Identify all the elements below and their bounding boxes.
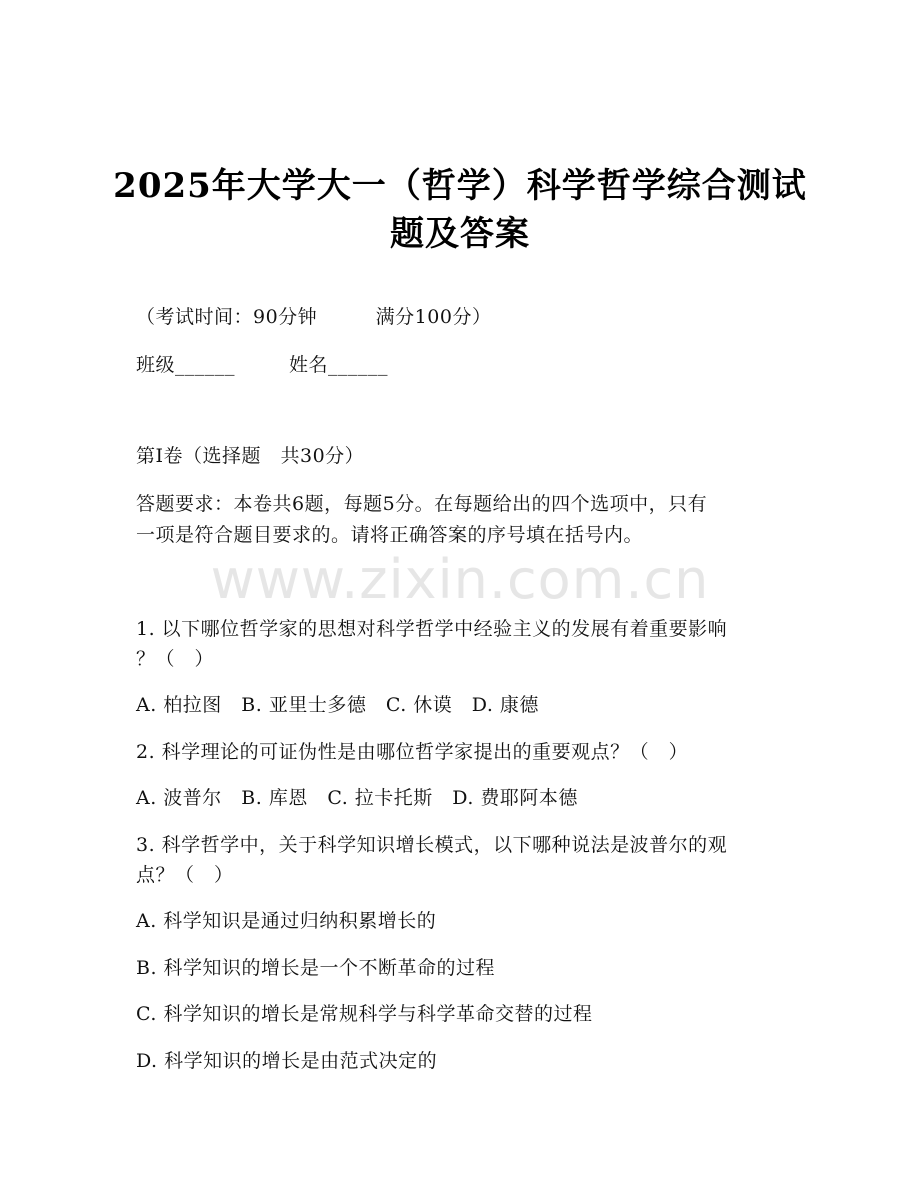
instructions-line-1: 答题要求：本卷共6题，每题5分。在每题给出的四个选项中，只有 <box>136 493 708 515</box>
section-heading: 第I卷（选择题 共30分） <box>136 445 365 467</box>
watermark: www.zixin.com.cn <box>210 548 710 611</box>
question-2-options: A. 波普尔 B. 库恩 C. 拉卡托斯 D. 费耶阿本德 <box>136 787 578 809</box>
question-1-stem-line-2: ？（ ） <box>136 648 215 670</box>
exam-info: （考试时间：90分钟 满分100分） <box>136 306 492 328</box>
question-3-stem-line-2: 点？（ ） <box>136 864 234 886</box>
instructions-line-2: 一项是符合题目要求的。请将正确答案的序号填在括号内。 <box>136 524 644 546</box>
question-2-stem: 2. 科学理论的可证伪性是由哪位哲学家提出的重要观点？（ ） <box>136 741 689 763</box>
question-3-option-b: B. 科学知识的增长是一个不断革命的过程 <box>136 957 496 979</box>
question-1-stem-line-1: 1. 以下哪位哲学家的思想对科学哲学中经验主义的发展有着重要影响 <box>136 618 728 640</box>
class-field: 班级______ <box>136 354 236 376</box>
question-1-options: A. 柏拉图 B. 亚里士多德 C. 休谟 D. 康德 <box>136 694 539 716</box>
question-3-option-a: A. 科学知识是通过归纳积累增长的 <box>136 910 437 932</box>
question-3-option-c: C. 科学知识的增长是常规科学与科学革命交替的过程 <box>136 1003 593 1025</box>
page-title-line-2: 题及答案 <box>390 214 530 254</box>
question-3-option-d: D. 科学知识的增长是由范式决定的 <box>136 1050 438 1072</box>
question-3-stem-line-1: 3. 科学哲学中，关于科学知识增长模式，以下哪种说法是波普尔的观 <box>136 834 728 856</box>
name-field: 姓名______ <box>289 354 389 376</box>
student-info-row <box>136 350 388 377</box>
page-title-line-1: 2025年大学大一（哲学）科学哲学综合测试 <box>113 166 807 206</box>
